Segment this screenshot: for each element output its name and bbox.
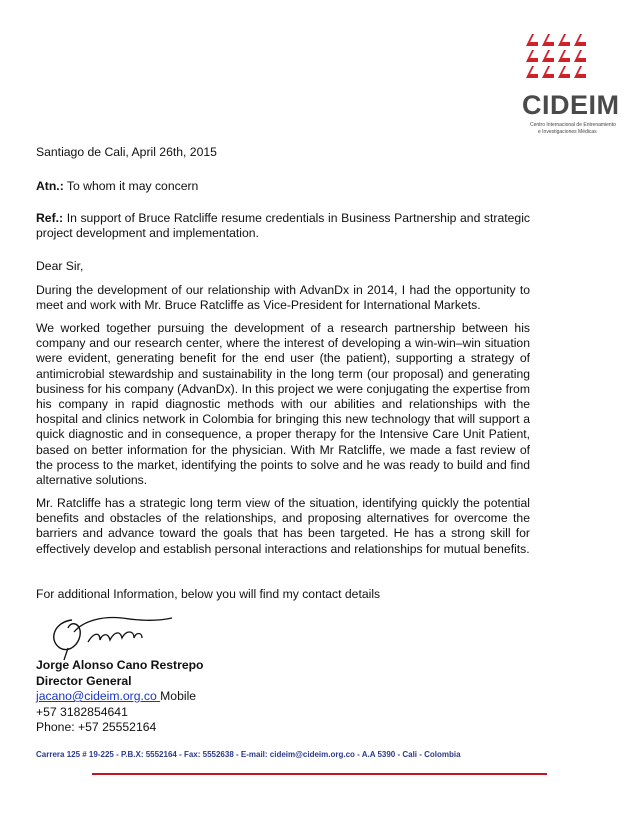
logo-wordmark: CIDEIM	[522, 90, 620, 120]
mobile-number: +57 3182854641	[36, 704, 128, 719]
email-line	[36, 689, 204, 705]
attention-line	[36, 179, 198, 194]
paragraph-1: During the development of our relationship with AdvanDx in 2014, I had the opportunity to meet and work with Mr. Bruce Ratcliffe as Vice-President for International Markets.	[36, 283, 530, 313]
greeting: Dear Sir,	[36, 259, 84, 273]
logo-subtitle-line1: Centro Internacional de Entrenamiento	[530, 122, 616, 128]
paragraph-2: We worked together pursuing the development of a research partnership between his company and our research center, where the interest of developing a win-win–win situation were evident, generating benefit for the end user (the patient), supporting a strategy of antimicrobial stewardship and sustainability in the long term (our proposal) and generating business for his company (AdvanDx). In this project we were conjugating the expertise from his company in rapid diagnostic methods with our abilities and relationships with the hospital and clinics network in Colombia for bringing this new technology that will support a quick diagnostic and in consequence, a proper therapy for the Intensive Care Unit Patient, based on better information for the physician. With Mr Ratcliffe, we made a fast review of the process to the market, identifying the points to solve and he was ready to build and find alternative solutions.	[36, 321, 530, 488]
letter-date: Santiago de Cali, April 26th, 2015	[36, 145, 217, 159]
reference-line	[36, 211, 530, 241]
cideim-logo	[510, 32, 620, 152]
cideim-arrows-icon	[524, 32, 588, 82]
attention-text: To whom it may concern	[66, 179, 199, 193]
logo-subtitle	[530, 122, 630, 136]
phone-number: Phone: +57 25552164	[36, 720, 157, 734]
logo-subtitle-line2: e Investigaciones Médicas	[538, 129, 597, 135]
attention-label: Atn.:	[36, 179, 64, 193]
reference-text: In support of Bruce Ratcliffe resume credentials in Business Partnership and strategic project development and implementation.	[36, 211, 530, 241]
email-link[interactable]: jacano@cideim.org.co	[36, 689, 157, 703]
signatory-title: Director General	[36, 673, 132, 688]
email-suffix: Mobile	[160, 689, 197, 703]
paragraph-3: Mr. Ratcliffe has a strategic long term view of the situation, identifying quickly the potential benefits and obstacles of the relationships, and proposing alternatives for overcome the barriers and advance toward the goals that has been targeted. He has a strong skill for effectively develop and establish personal interactions and relationships for mutual benefits.	[36, 496, 530, 556]
footer-address: Carrera 125 # 19-225 - P.B.X: 5552164 - Fax: 5552638 - E-mail: cideim@cideim.org.co - A.A 5390 - Cali - Colombia	[36, 750, 461, 759]
paragraph-4: For additional Information, below you will find my contact details	[36, 587, 381, 601]
reference-label: Ref.:	[36, 211, 64, 225]
signature-block	[36, 658, 204, 736]
footer-rule	[92, 773, 547, 775]
signatory-name: Jorge Alonso Cano Restrepo	[36, 658, 204, 672]
handwritten-signature	[44, 612, 194, 662]
